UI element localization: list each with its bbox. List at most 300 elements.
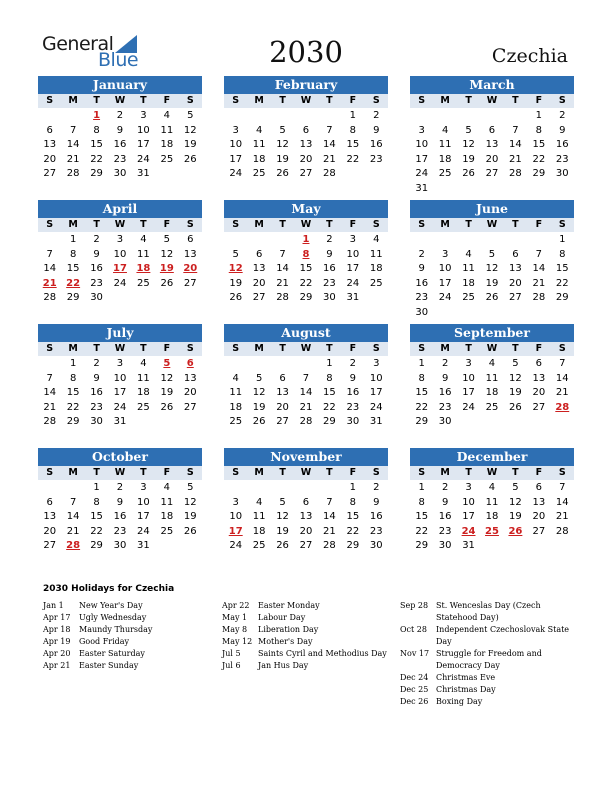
day: 24 xyxy=(137,153,150,165)
day: 6 xyxy=(46,496,53,508)
holiday-name: Jan Hus Day xyxy=(258,661,309,670)
day: 6 xyxy=(279,372,286,384)
day: 20 xyxy=(299,525,313,537)
day: 14 xyxy=(43,263,57,275)
weekday-header xyxy=(38,342,202,356)
day: 10 xyxy=(137,496,150,508)
day-grid xyxy=(38,109,202,182)
day: 10 xyxy=(369,372,383,384)
weekday-header xyxy=(410,466,574,480)
day: 10 xyxy=(113,248,127,260)
day: 19 xyxy=(160,387,174,399)
day: 16 xyxy=(555,139,569,151)
day: 7 xyxy=(512,124,519,136)
day: 24 xyxy=(113,277,127,289)
holiday-day: 22 xyxy=(66,277,81,289)
day: 17 xyxy=(462,511,475,523)
day: 16 xyxy=(113,511,127,523)
day: 11 xyxy=(369,248,383,260)
day: 27 xyxy=(183,401,197,413)
country-title: Czechia xyxy=(491,45,568,67)
empty-cell xyxy=(61,109,84,124)
day: 1 xyxy=(418,482,425,493)
holiday-day: 12 xyxy=(228,263,243,275)
month-title: March xyxy=(410,76,574,94)
weekday-label: T xyxy=(140,95,147,106)
holiday-item xyxy=(400,672,572,684)
weekday-label: W xyxy=(300,95,312,106)
day: 18 xyxy=(160,511,174,523)
day: 16 xyxy=(369,139,383,151)
day: 5 xyxy=(465,124,472,136)
day: 20 xyxy=(532,387,546,399)
day: 26 xyxy=(485,292,499,304)
day: 23 xyxy=(323,277,336,289)
day: 13 xyxy=(276,387,289,399)
day: 4 xyxy=(163,110,171,121)
holiday-day: 28 xyxy=(66,540,81,552)
day: 12 xyxy=(276,511,289,523)
day: 7 xyxy=(69,124,77,136)
day: 21 xyxy=(66,525,80,537)
day: 14 xyxy=(555,496,569,508)
empty-cell xyxy=(224,357,247,372)
day: 22 xyxy=(555,277,569,289)
day: 3 xyxy=(116,234,124,245)
day: 23 xyxy=(369,525,383,537)
weekday-label: T xyxy=(279,219,286,230)
day: 11 xyxy=(137,372,150,384)
day: 27 xyxy=(183,277,197,289)
day: 13 xyxy=(299,511,313,523)
day: 16 xyxy=(113,139,127,151)
month-july xyxy=(38,324,202,430)
day: 28 xyxy=(323,540,336,552)
day: 10 xyxy=(462,496,475,508)
holiday-item xyxy=(222,660,392,672)
day: 17 xyxy=(346,263,360,275)
weekday-label: S xyxy=(232,343,240,354)
weekday-label: S xyxy=(372,95,380,106)
weekday-label: F xyxy=(163,219,171,230)
day: 25 xyxy=(229,416,243,428)
day: 10 xyxy=(229,511,243,523)
empty-cell xyxy=(271,109,294,124)
weekday-header xyxy=(410,218,574,232)
day: 15 xyxy=(555,263,569,275)
weekday-label: M xyxy=(254,343,264,354)
day: 23 xyxy=(90,277,103,289)
day: 4 xyxy=(488,358,496,369)
month-title: October xyxy=(38,448,202,466)
day-grid xyxy=(224,481,388,554)
day: 26 xyxy=(509,401,522,413)
empty-cell xyxy=(504,109,527,124)
weekday-label: S xyxy=(418,95,426,106)
day: 12 xyxy=(485,263,499,275)
day: 18 xyxy=(485,511,499,523)
day: 21 xyxy=(509,153,522,165)
holiday-date: Apr 19 xyxy=(43,637,71,646)
day: 7 xyxy=(279,248,286,260)
weekday-label: F xyxy=(535,343,543,354)
weekday-label: T xyxy=(512,467,519,478)
month-september xyxy=(410,324,574,430)
weekday-label: T xyxy=(140,467,147,478)
weekday-label: W xyxy=(114,219,126,230)
day: 23 xyxy=(438,401,452,413)
day-grid xyxy=(38,357,202,430)
day: 5 xyxy=(255,372,263,384)
weekday-label: S xyxy=(418,343,426,354)
day: 8 xyxy=(93,496,100,508)
weekday-label: F xyxy=(535,219,543,230)
weekday-label: M xyxy=(254,219,264,230)
weekday-header xyxy=(38,218,202,232)
day: 28 xyxy=(66,168,80,180)
holiday-name: Easter Monday xyxy=(258,601,320,610)
day: 27 xyxy=(252,292,266,304)
day: 9 xyxy=(116,124,124,136)
day: 4 xyxy=(488,482,496,493)
year-title: 2030 xyxy=(269,35,343,69)
empty-cell xyxy=(271,233,294,248)
holiday-day: 17 xyxy=(113,263,127,275)
day: 14 xyxy=(299,387,313,399)
day: 3 xyxy=(465,358,472,369)
day: 16 xyxy=(438,387,452,399)
day: 25 xyxy=(137,277,150,289)
holiday-item xyxy=(222,636,392,648)
month-title: May xyxy=(224,200,388,218)
logo-text-blue: Blue xyxy=(98,49,139,71)
weekday-label: T xyxy=(512,219,519,230)
day: 4 xyxy=(140,234,147,245)
day: 27 xyxy=(485,168,499,180)
holiday-date: Nov 17 xyxy=(400,649,430,658)
holiday-item xyxy=(400,600,572,624)
weekday-label: S xyxy=(46,95,54,106)
day: 12 xyxy=(183,496,197,508)
day: 8 xyxy=(326,372,333,384)
day: 20 xyxy=(43,153,57,165)
weekday-header xyxy=(224,466,388,480)
empty-cell xyxy=(271,481,294,496)
day: 1 xyxy=(69,234,77,245)
day: 6 xyxy=(512,248,519,260)
holiday-day: 26 xyxy=(508,525,523,537)
weekday-label: M xyxy=(254,467,264,478)
day: 26 xyxy=(183,525,197,537)
day: 8 xyxy=(349,496,357,508)
holiday-day: 5 xyxy=(163,358,171,369)
day: 18 xyxy=(252,153,266,165)
holiday-column xyxy=(222,600,392,672)
day: 14 xyxy=(276,263,289,275)
day: 15 xyxy=(346,139,360,151)
day: 17 xyxy=(229,153,243,165)
holiday-date: Jul 5 xyxy=(222,649,241,658)
day-grid xyxy=(224,109,388,182)
day: 19 xyxy=(509,511,522,523)
day: 16 xyxy=(346,387,360,399)
day: 28 xyxy=(276,292,289,304)
weekday-label: S xyxy=(372,467,380,478)
weekday-label: M xyxy=(440,343,450,354)
day: 24 xyxy=(346,277,360,289)
weekday-header xyxy=(410,94,574,108)
day: 7 xyxy=(326,124,333,136)
holiday-date: May 8 xyxy=(222,625,248,634)
day: 30 xyxy=(346,416,360,428)
weekday-label: S xyxy=(232,467,240,478)
day: 30 xyxy=(113,168,127,180)
day: 16 xyxy=(323,263,336,275)
month-may xyxy=(224,200,388,306)
empty-cell xyxy=(457,233,480,248)
day: 13 xyxy=(532,496,546,508)
day: 17 xyxy=(137,139,150,151)
weekday-label: T xyxy=(279,95,286,106)
day: 12 xyxy=(509,372,522,384)
day: 18 xyxy=(485,387,499,399)
day: 21 xyxy=(43,401,57,413)
day: 11 xyxy=(485,496,499,508)
day: 24 xyxy=(229,540,243,552)
day: 19 xyxy=(462,153,475,165)
weekday-label: T xyxy=(326,95,333,106)
day: 5 xyxy=(512,482,519,493)
day: 6 xyxy=(255,248,263,260)
weekday-label: S xyxy=(232,95,240,106)
holiday-item xyxy=(222,648,392,660)
day: 25 xyxy=(137,401,150,413)
day: 3 xyxy=(116,358,124,369)
weekday-label: W xyxy=(486,95,498,106)
weekday-label: T xyxy=(465,343,472,354)
day: 13 xyxy=(43,139,57,151)
day: 19 xyxy=(509,387,522,399)
day: 10 xyxy=(346,248,360,260)
day: 16 xyxy=(415,277,429,289)
day: 9 xyxy=(349,372,357,384)
holiday-day: 28 xyxy=(555,401,570,413)
holiday-date: May 12 xyxy=(222,637,253,646)
day: 4 xyxy=(441,124,449,136)
holiday-date: Apr 18 xyxy=(43,625,71,634)
holiday-date: Jul 6 xyxy=(222,661,241,670)
holiday-name: Christmas Eve xyxy=(436,673,496,682)
weekday-label: M xyxy=(68,343,78,354)
logo-text-general: General xyxy=(42,33,114,55)
day: 20 xyxy=(183,387,197,399)
day: 12 xyxy=(462,139,475,151)
day: 18 xyxy=(229,401,243,413)
weekday-label: S xyxy=(372,343,380,354)
empty-cell xyxy=(433,233,456,248)
day: 31 xyxy=(415,182,429,194)
day: 28 xyxy=(323,168,336,180)
day: 20 xyxy=(299,153,313,165)
holiday-date: Sep 28 xyxy=(400,601,429,610)
weekday-label: S xyxy=(558,467,566,478)
weekday-label: S xyxy=(232,219,240,230)
day: 11 xyxy=(160,496,174,508)
day: 19 xyxy=(183,511,197,523)
weekday-label: W xyxy=(114,95,126,106)
day: 2 xyxy=(418,248,425,260)
weekday-header xyxy=(410,342,574,356)
day: 29 xyxy=(66,416,80,428)
day: 14 xyxy=(509,139,522,151)
day: 31 xyxy=(369,416,383,428)
holiday-day: 25 xyxy=(485,525,499,537)
day: 12 xyxy=(160,372,174,384)
holiday-name: Liberation Day xyxy=(258,625,319,634)
day: 5 xyxy=(187,110,194,121)
day: 9 xyxy=(373,124,380,136)
day: 1 xyxy=(326,358,333,369)
holiday-date: May 1 xyxy=(222,613,248,622)
empty-cell xyxy=(294,109,317,124)
day: 25 xyxy=(160,525,174,537)
day: 20 xyxy=(252,277,266,289)
day: 23 xyxy=(90,401,103,413)
weekday-header xyxy=(224,342,388,356)
weekday-label: W xyxy=(486,219,498,230)
day: 17 xyxy=(415,153,429,165)
day: 3 xyxy=(140,482,147,493)
day: 2 xyxy=(93,234,100,245)
holiday-date: Apr 17 xyxy=(43,613,71,622)
day: 27 xyxy=(299,540,313,552)
day: 2 xyxy=(93,358,100,369)
holiday-item xyxy=(43,612,213,624)
day: 3 xyxy=(140,110,147,121)
day: 14 xyxy=(323,139,336,151)
day: 18 xyxy=(462,277,475,289)
day: 1 xyxy=(559,234,566,245)
weekday-label: T xyxy=(512,95,519,106)
day: 1 xyxy=(535,110,543,121)
weekday-label: S xyxy=(558,219,566,230)
day: 4 xyxy=(255,496,263,508)
day: 12 xyxy=(509,496,522,508)
day: 23 xyxy=(369,153,383,165)
day: 19 xyxy=(276,153,289,165)
day: 22 xyxy=(90,525,103,537)
day: 14 xyxy=(555,372,569,384)
day: 10 xyxy=(113,372,127,384)
month-april xyxy=(38,200,202,306)
empty-cell xyxy=(504,233,527,248)
day: 14 xyxy=(66,139,80,151)
day: 8 xyxy=(418,496,425,508)
holiday-name: Easter Sunday xyxy=(79,661,139,670)
month-january xyxy=(38,76,202,182)
day: 31 xyxy=(462,540,475,552)
weekday-label: S xyxy=(46,219,54,230)
holiday-name: Saints Cyril and Methodius Day xyxy=(258,649,387,658)
empty-cell xyxy=(433,109,456,124)
day: 7 xyxy=(326,496,333,508)
weekday-label: T xyxy=(465,95,472,106)
month-title: November xyxy=(224,448,388,466)
day: 13 xyxy=(252,263,266,275)
weekday-label: S xyxy=(186,343,194,354)
day: 21 xyxy=(555,387,569,399)
day: 13 xyxy=(183,372,197,384)
day: 15 xyxy=(415,511,429,523)
day: 11 xyxy=(160,124,174,136)
day: 21 xyxy=(276,277,289,289)
day: 1 xyxy=(93,482,100,493)
day: 23 xyxy=(346,401,360,413)
holiday-day: 6 xyxy=(186,358,194,369)
day: 7 xyxy=(46,372,53,384)
holiday-item xyxy=(43,636,213,648)
day: 14 xyxy=(532,263,546,275)
day: 27 xyxy=(532,525,546,537)
day: 26 xyxy=(252,416,266,428)
day: 27 xyxy=(43,168,57,180)
weekday-label: T xyxy=(465,467,472,478)
day: 9 xyxy=(441,496,449,508)
day: 22 xyxy=(66,401,80,413)
day: 29 xyxy=(532,168,546,180)
holiday-day: 18 xyxy=(136,263,151,275)
day-grid xyxy=(224,233,388,306)
month-title: December xyxy=(410,448,574,466)
day: 12 xyxy=(160,248,174,260)
day: 31 xyxy=(346,292,360,304)
day: 19 xyxy=(229,277,243,289)
day: 24 xyxy=(229,168,243,180)
day: 29 xyxy=(346,540,360,552)
holiday-name: Christmas Day xyxy=(436,685,496,694)
day: 30 xyxy=(113,540,127,552)
holiday-date: Apr 22 xyxy=(222,601,250,610)
day-grid xyxy=(410,357,574,430)
day: 24 xyxy=(415,168,429,180)
day: 8 xyxy=(418,372,425,384)
day: 26 xyxy=(160,277,174,289)
month-title: January xyxy=(38,76,202,94)
day: 18 xyxy=(137,387,150,399)
day: 6 xyxy=(535,358,543,369)
day: 7 xyxy=(559,358,566,369)
day: 3 xyxy=(441,248,449,260)
holiday-name: Mother's Day xyxy=(258,637,313,646)
empty-cell xyxy=(38,109,61,124)
weekday-label: T xyxy=(93,343,100,354)
day: 28 xyxy=(43,416,57,428)
day: 3 xyxy=(373,358,380,369)
day: 4 xyxy=(140,358,147,369)
day: 25 xyxy=(160,153,174,165)
day: 19 xyxy=(485,277,499,289)
holiday-date: Oct 28 xyxy=(400,625,427,634)
day: 25 xyxy=(252,540,266,552)
day: 10 xyxy=(229,139,243,151)
month-august xyxy=(224,324,388,430)
day: 20 xyxy=(485,153,499,165)
holiday-day: 24 xyxy=(461,525,476,537)
holiday-name: Good Friday xyxy=(79,637,130,646)
weekday-label: T xyxy=(93,219,100,230)
day: 18 xyxy=(160,139,174,151)
holiday-date: Dec 24 xyxy=(400,673,429,682)
